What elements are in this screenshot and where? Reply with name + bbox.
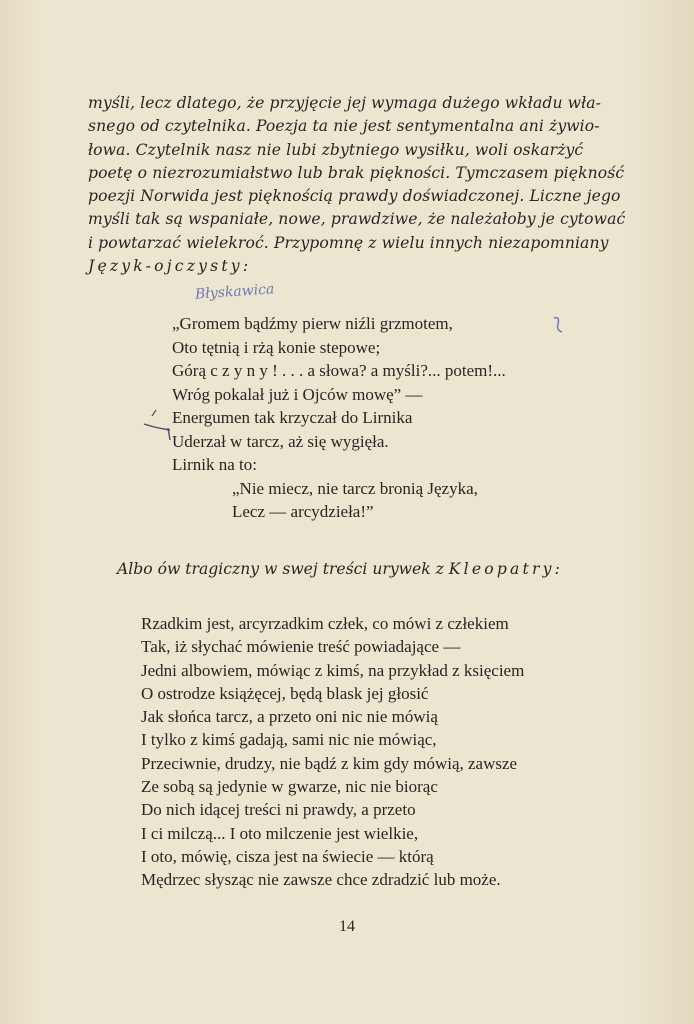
colon: : [554,560,560,578]
prose-line: myśli tak są wspaniałe, nowe, prawdziwe, że należałoby je cytować [88,210,626,229]
poem-line: Jak słońca tarcz, a przeto oni nic nie mówią [141,707,438,727]
poem-line: Do nich idącej treści ni prawdy, a przeto [141,800,416,820]
prose-line: poezji Norwida jest pięknością prawdy doświadczonej. Liczne jego [88,187,621,206]
handwritten-note: Błyskawica [194,281,275,303]
poem-kleopatra-excerpt [141,612,524,892]
prose-line: snego od czytelnika. Poezja ta nie jest sentymentalna ani żywio- [88,117,600,136]
poem-line: Ze sobą są jedynie w gwarze, nic nie biorąc [141,777,438,797]
poem-line: Jedni albowiem, mówiąc z kimś, na przykład z księciem [141,660,525,680]
poem-title-jezyk-ojczysty: Język-ojczysty [88,257,243,276]
prose-line-last [88,255,676,278]
pencil-mark-icon [548,314,568,340]
poem-line: „Nie miecz, nie tarcz bronią Języka, [232,478,478,498]
poem-line: I tylko z kimś gadają, sami nic nie mówiąc, [141,730,437,750]
poem-line: Rzadkim jest, arcyrzadkim człek, co mówi z człekiem [141,614,509,633]
poem-line: Oto tętnią i rżą konie stepowe; [172,337,381,357]
poem-line: Tak, iż słychać mówienie treść powiadające — [141,637,461,657]
poem-line: Lecz — arcydzieła!” [232,502,374,521]
poem-line: Lirnik na to: [172,455,257,474]
poem-line: Energumen tak krzyczał do Lirnika [172,408,413,427]
prose-paragraph [88,92,676,278]
poem-line: O ostrodze książęcej, będą blask jej głosić [141,683,429,703]
poem-line: Wróg pokalał już i Ojców mowę” — [172,384,423,404]
poem-line: I ci milczą... I oto milczenie jest wielkie, [141,823,419,843]
colon: : [242,257,249,276]
poem-line: Uderzał w tarcz, aż się wygięła. [172,431,389,451]
poem-line: I oto, mówię, cisza jest na świecie — którą [141,846,434,866]
intro-text: Albo ów tragiczny w swej treści urywek z [117,560,444,578]
poem-jezyk-ojczysty [172,312,506,524]
prose-line: myśli, lecz dlatego, że przyjęcie jej wymaga dużego wkładu wła- [88,94,602,112]
poem-line: „Gromem bądźmy pierw niźli grzmotem, [172,314,453,333]
poem-line: Górą c z y n y ! . . . a słowa? a myśli?... potem!... [172,361,506,380]
poem-line: Mędrzec słysząc nie zawsze chce zdradzić lub może. [141,870,501,890]
title-kleopatry: Kleopatry [448,560,555,578]
page-number: 14 [339,918,355,935]
poem-line: Przeciwnie, drudzy, nie bądź z kim gdy mówią, zawsze [141,753,518,773]
prose-line: i powtarzać wielekroć. Przypomnę z wielu innych niezapomniany [88,233,609,252]
prose-line: łowa. Czytelnik nasz nie lubi zbytniego wysiłku, woli oskarżyć [88,140,584,159]
prose-line: poetę o niezrozumiałstwo lub brak piękności. Tymczasem piękność [88,163,625,182]
kleopatra-intro [117,560,560,578]
